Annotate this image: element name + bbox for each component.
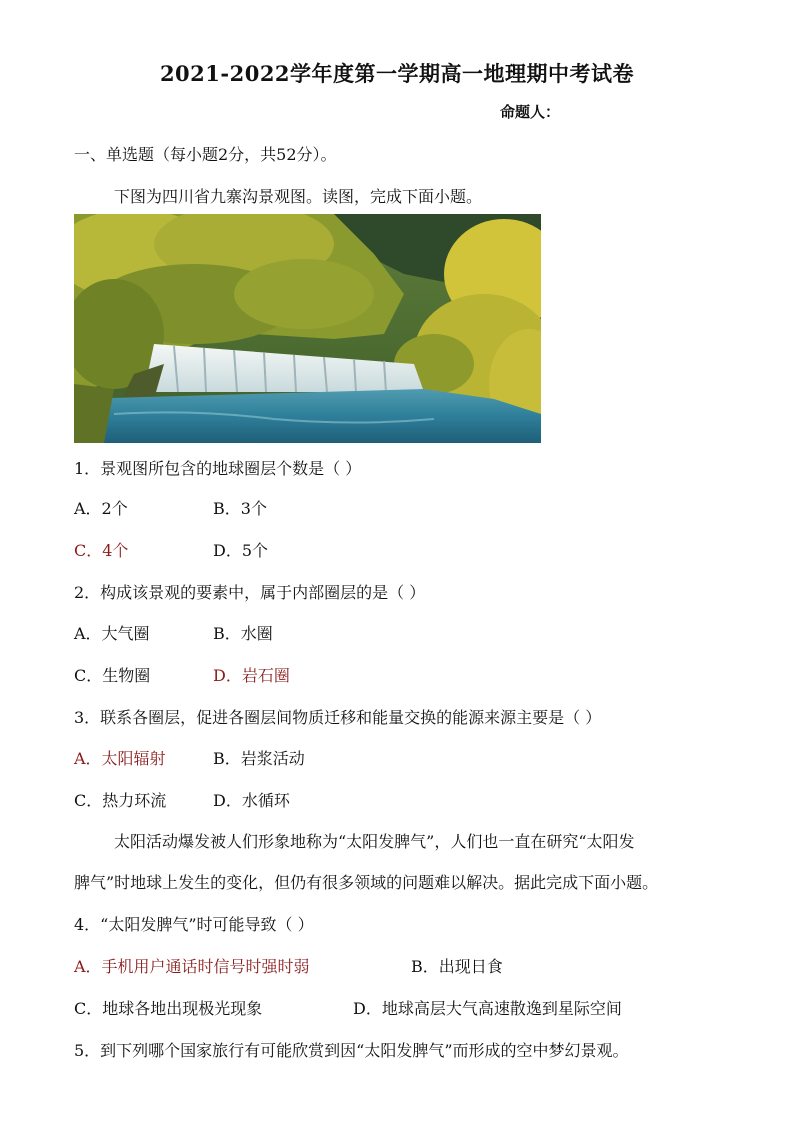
question-1-option-b: B．3个 xyxy=(213,499,267,518)
passage-line-2: 脾气”时地球上发生的变化，但仍有很多领域的问题难以解决。据此完成下面小题。 xyxy=(74,873,659,892)
question-5-stem: 5．到下列哪个国家旅行有可能欣赏到因“太阳发脾气”而形成的空中梦幻景观。 xyxy=(74,1041,629,1060)
author-label: 命题人： xyxy=(500,103,561,121)
section-intro: 下图为四川省九寨沟景观图。读图，完成下面小题。 xyxy=(114,187,483,206)
section-heading: 一、单选题（每小题2分，共52分）。 xyxy=(74,145,337,164)
question-2-option-a: A．大气圈 xyxy=(74,624,150,643)
question-2-option-b: B．水圈 xyxy=(213,624,273,643)
question-4-option-c: C．地球各地出现极光现象 xyxy=(74,999,263,1018)
question-3-option-d: D．水循环 xyxy=(213,791,290,810)
question-4-option-d: D．地球高层大气高速散逸到星际空间 xyxy=(353,999,622,1018)
question-4-option-b: B．出现日食 xyxy=(411,957,503,976)
question-4-stem: 4．“太阳发脾气”时可能导致（ ） xyxy=(74,915,314,934)
passage-line-1: 太阳活动爆发被人们形象地称为“太阳发脾气”，人们也一直在研究“太阳发 xyxy=(114,832,635,851)
question-1-option-d: D．5个 xyxy=(213,541,269,560)
question-3-stem: 3．联系各圈层，促进各圈层间物质迁移和能量交换的能源来源主要是（ ） xyxy=(74,708,602,727)
question-3-option-b: B．岩浆活动 xyxy=(213,749,305,768)
question-2-option-d-answer: D．岩石圈 xyxy=(213,666,290,685)
question-1-option-a: A．2个 xyxy=(74,499,128,518)
question-2-stem: 2．构成该景观的要素中，属于内部圈层的是（ ） xyxy=(74,583,426,602)
question-2-option-c: C．生物圈 xyxy=(74,666,151,685)
question-3-option-a-answer: A．太阳辐射 xyxy=(74,749,166,768)
question-1-option-c-answer: C．4个 xyxy=(74,541,129,560)
question-3-option-c: C．热力环流 xyxy=(74,791,167,810)
jiuzhaigou-landscape-photo xyxy=(74,214,541,443)
question-4-option-a-answer: A．手机用户通话时信号时强时弱 xyxy=(74,957,310,976)
exam-title: 2021-2022学年度第一学期高一地理期中考试卷 xyxy=(159,61,635,86)
question-1-stem: 1．景观图所包含的地球圈层个数是（ ） xyxy=(74,459,362,478)
